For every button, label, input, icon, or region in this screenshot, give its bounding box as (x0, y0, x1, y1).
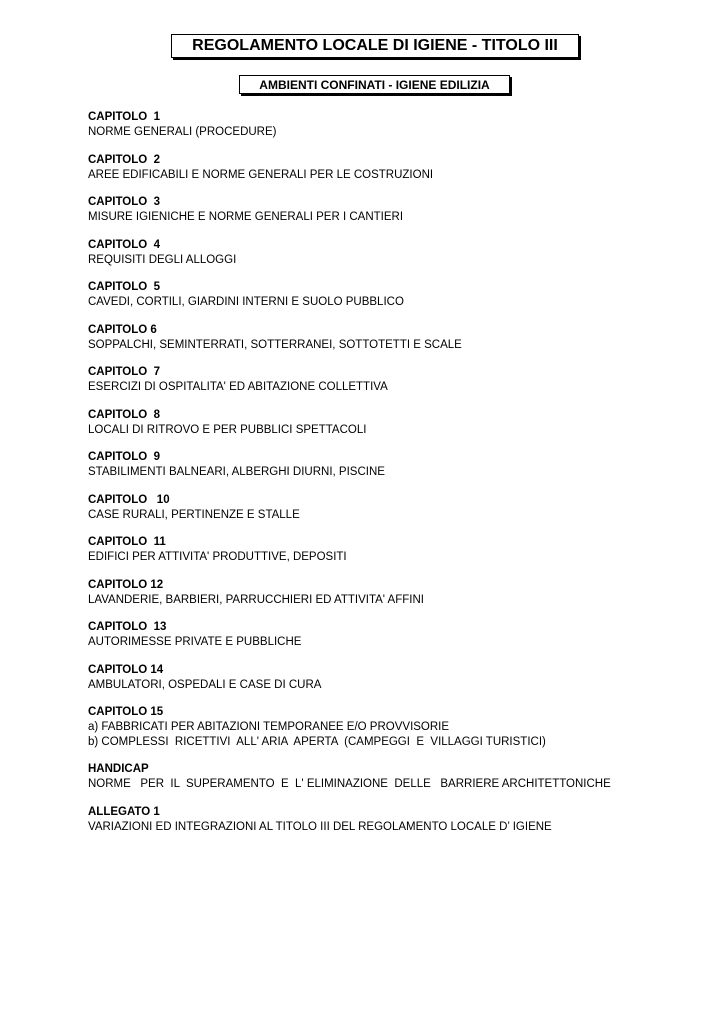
chapter-8 (88, 408, 688, 438)
chapter-heading: CAPITOLO 5 (88, 281, 160, 293)
chapter-title: REQUISITI DEGLI ALLOGGI (88, 253, 237, 266)
chapter-10 (88, 493, 688, 523)
chapter-title: LOCALI DI RITROVO E PER PUBBLICI SPETTACOLI (88, 423, 367, 436)
chapter-title-a: a) FABBRICATI PER ABITAZIONI TEMPORANEE E/O PROVVISORIE (88, 721, 450, 733)
section-handicap (88, 762, 688, 792)
chapter-title: MISURE IGIENICHE E NORME GENERALI PER I CANTIERI (88, 211, 404, 223)
chapter-heading: CAPITOLO 13 (88, 621, 167, 633)
chapter-heading: CAPITOLO 1 (88, 111, 160, 123)
chapter-title: NORME GENERALI (PROCEDURE) (88, 126, 277, 138)
document-subtitle: AMBIENTI CONFINATI - IGIENE EDILIZIA (259, 77, 490, 92)
chapter-heading: HANDICAP (88, 763, 149, 775)
chapter-heading: ALLEGATO 1 (88, 805, 160, 818)
chapter-title: CAVEDI, CORTILI, GIARDINI INTERNI E SUOLO PUBBLICO (88, 296, 404, 308)
chapter-9 (88, 450, 688, 480)
chapter-4 (88, 238, 688, 268)
chapter-12 (88, 578, 688, 608)
chapter-3 (88, 195, 688, 225)
chapter-6 (88, 323, 688, 353)
chapter-heading: CAPITOLO 15 (88, 706, 164, 718)
chapter-title: CASE RURALI, PERTINENZE E STALLE (88, 508, 300, 521)
chapter-heading: CAPITOLO 11 (88, 536, 166, 548)
chapter-7 (88, 365, 688, 395)
document-title: REGOLAMENTO LOCALE DI IGIENE - TITOLO III (192, 37, 558, 54)
chapter-14 (88, 663, 688, 693)
section-allegato-1 (88, 805, 688, 835)
chapter-heading: CAPITOLO 14 (88, 663, 164, 676)
chapter-11 (88, 535, 688, 565)
chapter-title: ESERCIZI DI OSPITALITA' ED ABITAZIONE COLLETTIVA (88, 381, 388, 393)
chapter-title: VARIAZIONI ED INTEGRAZIONI AL TITOLO III DEL REGOLAMENTO LOCALE D’ IGIENE (88, 820, 552, 833)
chapter-title: AREE EDIFICABILI E NORME GENERALI PER LE COSTRUZIONI (88, 168, 434, 181)
chapter-heading: CAPITOLO 9 (88, 451, 160, 463)
chapter-list (88, 110, 688, 847)
chapter-title: AUTORIMESSE PRIVATE E PUBBLICHE (88, 636, 302, 648)
chapter-5 (88, 280, 688, 310)
chapter-title: STABILIMENTI BALNEARI, ALBERGHI DIURNI, PISCINE (88, 466, 385, 478)
chapter-heading: CAPITOLO 3 (88, 196, 160, 208)
chapter-heading: CAPITOLO 8 (88, 408, 160, 421)
chapter-heading: CAPITOLO 10 (88, 493, 170, 506)
chapter-heading: CAPITOLO 4 (88, 238, 160, 251)
chapter-1 (88, 110, 688, 140)
chapter-title-b: b) COMPLESSI RICETTIVI ALL' ARIA APERTA (CAMPEGGI E VILLAGGI TURISTICI) (88, 735, 546, 748)
document-subtitle-box (239, 75, 510, 94)
chapter-heading: CAPITOLO 12 (88, 578, 164, 591)
chapter-heading: CAPITOLO 6 (88, 323, 157, 336)
chapter-title: AMBULATORI, OSPEDALI E CASE DI CURA (88, 678, 322, 691)
chapter-heading: CAPITOLO 2 (88, 153, 160, 166)
document-title-box (171, 34, 579, 58)
chapter-title: SOPPALCHI, SEMINTERRATI, SOTTERRANEI, SOTTOTETTI E SCALE (88, 338, 462, 351)
chapter-15 (88, 705, 688, 749)
chapter-title: EDIFICI PER ATTIVITA' PRODUTTIVE, DEPOSITI (88, 551, 347, 563)
chapter-heading: CAPITOLO 7 (88, 366, 160, 378)
chapter-title: NORME PER IL SUPERAMENTO E L' ELIMINAZIONE DELLE BARRIERE ARCHITETTONICHE (88, 778, 611, 790)
chapter-title: LAVANDERIE, BARBIERI, PARRUCCHIERI ED ATTIVITA' AFFINI (88, 593, 424, 606)
chapter-13 (88, 620, 688, 650)
chapter-2 (88, 153, 688, 183)
